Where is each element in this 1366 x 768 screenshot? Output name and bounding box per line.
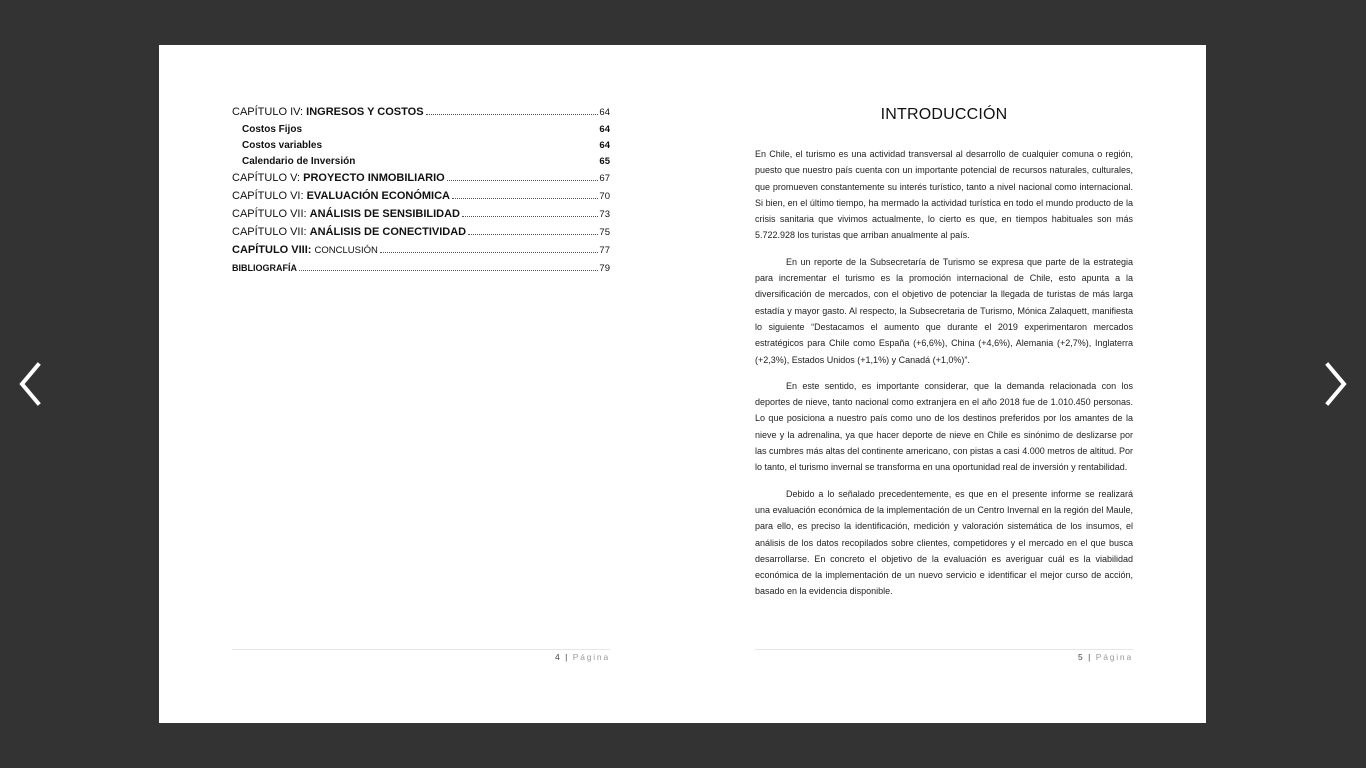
toc-entry[interactable]	[232, 261, 610, 276]
toc-entry[interactable]	[232, 105, 610, 120]
toc-chapter-prefix: CAPÍTULO VIII:	[232, 244, 312, 256]
section-title: INTRODUCCIÓN	[880, 106, 1008, 123]
toc-entry[interactable]	[232, 171, 610, 186]
toc-page-number: 64	[599, 124, 610, 135]
chevron-right-icon	[1320, 361, 1350, 407]
page-number: 4	[555, 652, 561, 662]
paragraph: Debido a lo señalado precedentemente, es que en el presente informe se realizará una evaluación económica de la implementación de un Centro Invernal en la región del Maule, para ello, es preciso la identificación, medición y valoración sistemática de los insumos, el análisis de los datos recopilados sobre clientes, competidores y el mercado en el que busca desarrollarse. En concreto el objetivo de la evaluación es averiguar cuál es la viabilidad económica de la implementación de un nuevo servicio e identificar el mejor curso de acción, basado en la evidencia disponible.	[755, 488, 1133, 597]
toc-entry[interactable]	[232, 155, 610, 168]
toc-page-number: 64	[599, 140, 610, 151]
page-left	[159, 45, 682, 723]
toc-leader-dots	[452, 197, 598, 199]
toc-chapter-prefix: CAPÍTULO VII:	[232, 226, 307, 238]
toc-title: CONCLUSIÓN	[314, 245, 378, 256]
toc-chapter-prefix: CAPÍTULO IV:	[232, 106, 304, 118]
intro-body	[755, 146, 1133, 610]
paragraph: En Chile, el turismo es una actividad transversal al desarrollo de cualquier comuna o región, puesto que nuestro país cuenta con un importante potencial de recursos naturales, culturales, que promueven constantemente su interés turístico, tanto a nivel nacional como internacional. Si bien, en el último tiempo, ha mermado la actividad turística en todo el mundo producto de la crisis sanitaria que vivimos actualmente, lo cierto es que, en tiempos habituales son más 5.722.928 los turistas que arriban anualmente al país.	[755, 149, 1133, 241]
toc-page-number: 75	[599, 227, 610, 238]
toc-leader-dots	[462, 215, 598, 217]
toc-chapter-prefix: CAPÍTULO VI:	[232, 190, 304, 202]
toc-title: INGRESOS Y COSTOS	[306, 106, 424, 118]
toc-leader-dots	[324, 147, 598, 148]
toc-title: PROYECTO INMOBILIARIO	[303, 172, 445, 184]
toc-page-number: 70	[599, 191, 610, 202]
page-footer-left	[232, 649, 610, 662]
toc-page-number: 77	[599, 245, 610, 256]
toc-entry[interactable]	[232, 243, 610, 258]
toc-title: Costos Fijos	[242, 124, 303, 135]
toc-page-number: 73	[599, 209, 610, 220]
toc-entry[interactable]	[232, 225, 610, 240]
page-footer-right	[755, 649, 1133, 662]
page-label: Página	[572, 652, 610, 662]
toc-page-number: 65	[599, 156, 610, 167]
next-page-button[interactable]	[1320, 361, 1350, 407]
toc-entry[interactable]	[232, 139, 610, 152]
toc-leader-dots	[299, 269, 598, 271]
toc-title: Costos variables	[242, 140, 323, 151]
page-number: 5	[1078, 652, 1084, 662]
toc-leader-dots	[447, 179, 599, 181]
toc-chapter-prefix: CAPÍTULO V:	[232, 172, 301, 184]
toc-title: ANÁLISIS DE SENSIBILIDAD	[309, 208, 460, 220]
paragraph: En un reporte de la Subsecretaría de Turismo se expresa que parte de la estrategia para incrementar el turismo es la promoción internacional de Chile, esto apunta a la diversificación de mercados, con el objetivo de potenciar la llegada de turistas de más larga estadía y mayor gasto. Al respecto, la Subsecretaria de Turismo, Mónica Zalaquett, manifiesta lo siguiente “Destacamos el aumento que durante el 2019 experimentaron mercados estratégicos para Chile como España (+6,6%), China (+4,6%), Alemania (+2,7%), Inglaterra (+2,3%), Estados Unidos (+1,1%) y Canadá (+1,0%)”.	[755, 256, 1133, 365]
paragraph: En este sentido, es importante considerar, que la demanda relacionada con los deportes de nieve, tanto nacional como extranjera en el año 2018 fue de 1.010.450 personas. Lo que posiciona a nuestro país como uno de los destinos preferidos por los amantes de la nieve y la adrenalina, ya que hacer deporte de nieve en Chile es sinónimo de deslizarse por las cumbres más altas del continente americano, con pistas a casi 4.000 metros de altitud. Por lo tanto, el turismo invernal se transforma en una oportunidad real de inversión y rentabilidad.	[755, 380, 1133, 473]
document-spread	[159, 45, 1206, 723]
footer-separator: |	[1088, 652, 1091, 662]
toc-title: Calendario de Inversión	[242, 156, 356, 167]
toc-page-number: 64	[599, 107, 610, 118]
page-right	[682, 45, 1206, 723]
toc-entry[interactable]	[232, 123, 610, 136]
chevron-left-icon	[16, 361, 46, 407]
toc-leader-dots	[304, 131, 598, 132]
toc-title: EVALUACIÓN ECONÓMICA	[306, 190, 451, 202]
toc-leader-dots	[380, 251, 599, 253]
toc-leader-dots	[426, 113, 599, 115]
toc-leader-dots	[357, 163, 598, 164]
toc-chapter-prefix: CAPÍTULO VII:	[232, 208, 307, 220]
toc-title: ANÁLISIS DE CONECTIVIDAD	[309, 226, 467, 238]
footer-separator: |	[565, 652, 568, 662]
toc-leader-dots	[468, 233, 598, 235]
toc-title: BIBLIOGRAFÍA	[232, 263, 297, 273]
toc-page-number: 79	[599, 263, 610, 274]
page-label: Página	[1095, 652, 1133, 662]
toc-entry[interactable]	[232, 189, 610, 204]
toc-page-number: 67	[599, 173, 610, 184]
table-of-contents	[232, 105, 610, 279]
previous-page-button[interactable]	[16, 361, 46, 407]
toc-entry[interactable]	[232, 207, 610, 222]
